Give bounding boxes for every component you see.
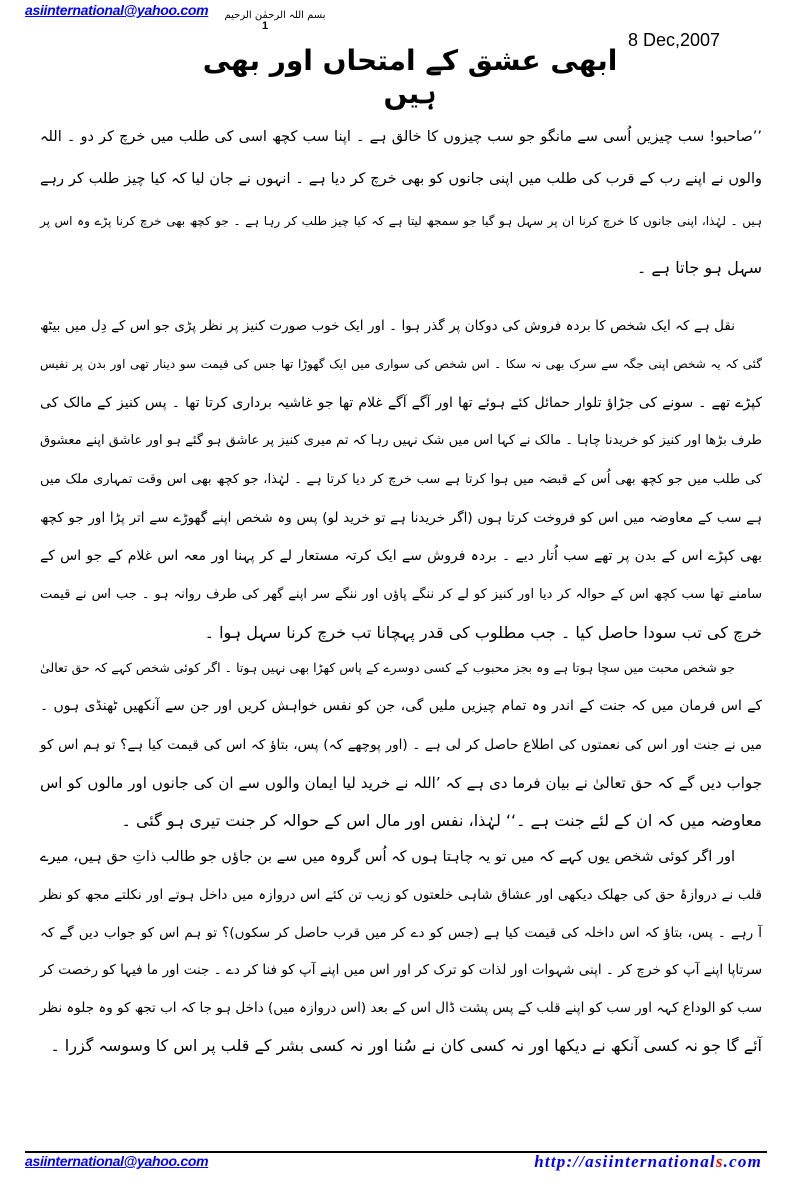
text-line: سرتاپا اپنے آپ کو خرچ کر ۔ اپنی شہوات اور لذات کو ترک کر اور اس میں اپنے آپ کو فنا کر دے ۔ جنت اور ما فیہا کو رخصت کر (40, 962, 762, 979)
text-line: سہل ہو جاتا ہے ۔ (636, 258, 762, 277)
text-line: اور اگر کوئی شخص یوں کہے کہ میں تو یہ چاہتا ہوں کہ اُس گروہ میں سے بن جاؤں جو طالب ذاتِ حق ہیں، میرے (40, 849, 735, 865)
text-line: نقل ہے کہ ایک شخص کا بردہ فروش کی دوکان پر گذر ہوا ۔ اور ایک خوب صورت کنیز پر نظر پڑی جو اس کے دِل میں بیٹھ (40, 318, 735, 334)
text-line: معاوضہ میں کہ ان کے لئے جنت ہے ۔‘‘ لہٰذا، نفس اور مال اس کے حوالہ کر جنت تیری ہو گئی ۔ (121, 811, 762, 831)
article-date: 8 Dec,2007 (628, 30, 721, 50)
text-line: ہیں ۔ لہٰذا، اپنی جانوں کا خرچ کرنا ان پر سہل ہو گیا جو سمجھ لیتا ہے کہ کیا چیز طلب کر رہا ہے ۔ جو کچھ بھی خرچ کرنا پڑے وہ اس پر (40, 214, 763, 228)
text-line: کی طلب میں جو کچھ بھی اُس کے قبضہ میں ہوا کرتا ہے سب خرچ کر دیا کرتا ہے ۔ لہٰذا، جو کچھ بھی اس وقت تمہاری ملک میں (40, 471, 762, 487)
article-title: ابھی عشق کے امتحاں اور بھی ہیں (202, 44, 618, 110)
text-line: بھی کپڑے اس کے بدن پر تھے سب اُتار دیے ۔ بردہ فروش سے ایک کرتہ مستعار لے کر پہنا اور معہ اس غلام کے جو اس کے (40, 548, 762, 565)
header-email-link[interactable]: asiinternational@yahoo.com (25, 2, 209, 18)
text-line: سامنے تھا سب کچھ اس کے حوالہ کر دیا اور کنیز کو لے کر ننگے پاؤں اور ننگے سر اپنے گھر کی طرف روانہ ہو ۔ جب اس نے قیمت (40, 586, 762, 602)
text-line: کے اس فرمان میں کہ جنت کے اندر وہ تمام چیزیں ملیں گی، جن کو نفس خواہش کریں اور جن سے آنکھیں ٹھنڈی ہوں ۔ (40, 698, 762, 715)
text-line: ہے سب کے معاوضہ میں اس کو فروخت کرتا ہوں (اگر خریدنا ہے تو خرید لو) پس وہ شخص اپنے گھوڑے سے اتر پڑا اور جو کچھ (40, 510, 762, 526)
page-number: 1 (261, 20, 269, 32)
text-line: طرف بڑھا اور کنیز کو خریدنا چاہا ۔ مالک نے کہا اس میں شک نہیں رہا کہ تم میری کنیز پر عاشق ہو گئے ہو اور عاشق اپنے معشوق (40, 433, 762, 449)
url-prefix: http://asiinternational (534, 1152, 716, 1171)
url-suffix: .com (723, 1152, 762, 1171)
bismillah: بسم اللہ الرحمٰن الرحیم (224, 10, 326, 21)
text-line: کپڑے تھے ۔ سونے کی جڑاؤ تلوار حمائل کئے ہوئے تھا اور آگے آگے غلام تھا جو غاشیہ برداری کرتا تھا ۔ پس کنیز کے مالک کی (40, 394, 762, 411)
footer-email-link[interactable]: asiinternational@yahoo.com (25, 1153, 209, 1169)
text-line: گئی کہ یہ شخص اپنی جگہ سے سرک بھی نہ سکا ۔ اس شخص کی سواری میں ایک گھوڑا تھا جس کی قیمت سو دینار تھی اور بدن پر نفیس (40, 357, 762, 372)
text-line: سب کو الوداع کہہ اور سب کو اپنے قلب کے پس پشت ڈال اس کے بعد (اس دروازہ میں) داخل ہو جا کہ اب تجھ کو وہ جلوہ نظر (39, 1000, 762, 1017)
url-highlight: s (715, 1152, 724, 1171)
text-line: جو شخص محبت میں سچا ہوتا ہے وہ بجز محبوب کے کسی دوسرے کے پاس کھڑا بھی نہیں ہوتا ۔ اگر کوئی شخص کہے کہ حق تعالیٰ (40, 660, 735, 675)
text-line: میں نے جنت اور اس کی نعمتوں کی اطلاع حاصل کر لی ہے ۔ (اور پوچھے کہ) پس، بتاؤ کہ اس کی قیمت کیا ہے؟ تو ہم اس کو (40, 736, 762, 753)
text-line: خرچ کی تب سودا حاصل کیا ۔ جب مطلوب کی قدر پہچانا تب خرچ کرنا سہل ہوا ۔ (204, 623, 762, 643)
text-line: جواب دیں گے کہ حق تعالیٰ نے بیان فرما دی ہے کہ ’اللہ نے خرید لیا ایمان والوں سے ان کی جانوں اور مالوں کو اس (40, 773, 762, 792)
text-line: قلب نے دروازۂ حق کی جھلک دیکھی اور عشاق شاہی خلعتوں کو زیب تن کئے اس دروازہ میں داخل ہوتے اور نکلتے مجھ کو نظر (40, 886, 762, 903)
footer-website-link[interactable] (534, 1152, 762, 1172)
text-line: آئے گا جو نہ کسی آنکھ نے دیکھا اور نہ کسی کان نے سُنا اور نہ کسی بشر کے قلب پر اس کا وسوسہ گزرا ۔ (50, 1036, 762, 1055)
text-line: ’’صاحبو! سب چیزیں اُسی سے مانگو جو سب چیزوں کا خالق ہے ۔ اپنا سب کچھ اسی کی طلب میں خرچ کر دو ۔ اللہ (40, 129, 762, 145)
text-line: والوں نے اپنے رب کے قرب کی طلب میں اپنی جانوں کو بھی خرچ کر دیا ہے ۔ انہوں نے جان لیا کہ کیا چیز طلب کر رہے (40, 171, 762, 187)
text-line: آ رہے ۔ پس، بتاؤ کہ اس داخلہ کی قیمت کیا ہے (جس کو دے کر میں قرب حاصل کر سکوں)؟ تو ہم اس کو جواب دیں گے کہ (40, 924, 762, 941)
